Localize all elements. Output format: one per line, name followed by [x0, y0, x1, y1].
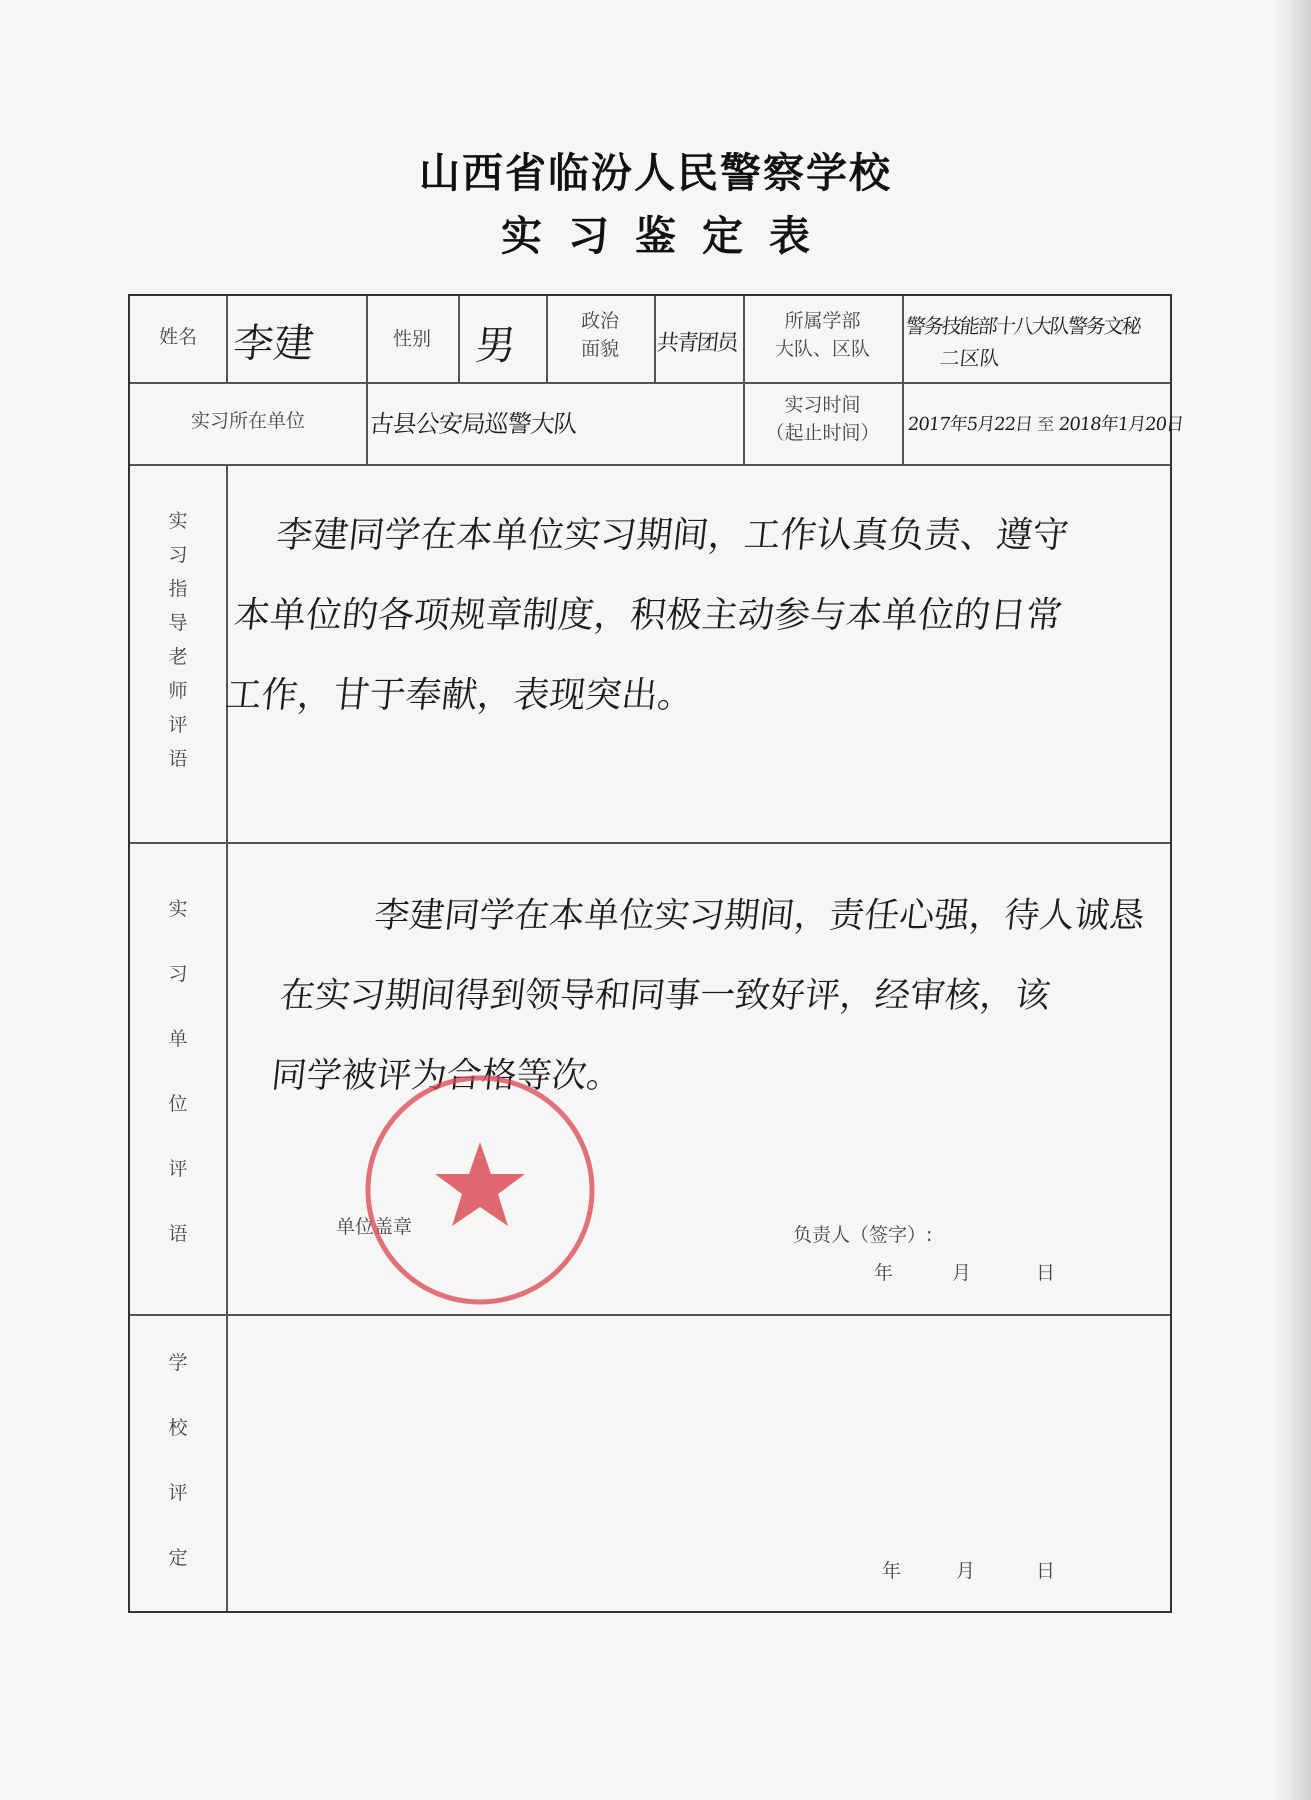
page-edge-shadow — [1275, 0, 1311, 1800]
political-label-line1: 政治 — [580, 310, 619, 332]
unit-date-year: 年 — [874, 1262, 894, 1284]
col-divider — [226, 296, 228, 382]
dept-label-line2: 大队、区队 — [774, 337, 870, 360]
col-divider — [458, 296, 460, 382]
row-divider — [130, 1314, 1170, 1316]
unit-label: 实习所在单位 — [190, 410, 305, 432]
dept-label-line1: 所属学部 — [784, 310, 861, 332]
teacher-comment-line3: 工作，甘于奉献，表现突出。 — [223, 675, 696, 716]
unit-label-char: 实 — [168, 898, 188, 920]
form-title: 实习鉴定表 — [501, 212, 836, 260]
row-divider — [130, 464, 1170, 466]
signer-label: 负责人（签字）: — [793, 1224, 933, 1246]
col-divider — [902, 296, 904, 464]
row-divider — [130, 382, 1170, 384]
unit-comment-line1: 李建同学在本单位实习期间，责任心强，待人诚恳 — [372, 896, 1147, 936]
political-label — [546, 308, 654, 363]
name-value: 李建 — [231, 321, 317, 367]
unit-comment-line3: 同学被评为合格等次。 — [269, 1056, 624, 1096]
unit-date-month: 月 — [952, 1262, 972, 1284]
teacher-label-char: 老 — [168, 646, 188, 668]
row-divider — [130, 842, 1170, 844]
dept-label — [743, 308, 902, 363]
gender-label: 性别 — [392, 328, 431, 350]
teacher-comment-label — [163, 506, 193, 778]
teacher-comment-line1: 李建同学在本单位实习期间，工作认真负责、遵守 — [274, 515, 1071, 556]
teacher-label-char: 习 — [168, 544, 188, 566]
unit-label-char: 语 — [168, 1223, 188, 1245]
school-date-day: 日 — [1036, 1560, 1056, 1582]
seal-label: 单位盖章 — [336, 1216, 413, 1238]
unit-label-char: 位 — [168, 1093, 188, 1115]
time-range — [908, 410, 1184, 436]
time-end: 2018年1月20日 — [1058, 414, 1185, 435]
appraisal-table — [128, 294, 1185, 1613]
gender-value: 男 — [473, 323, 519, 369]
unit-comment-label — [163, 894, 193, 1284]
col-divider — [226, 464, 228, 1611]
school-date-year: 年 — [882, 1560, 902, 1582]
teacher-comment-line2: 本单位的各项规章制度，积极主动参与本单位的日常 — [231, 595, 1065, 636]
unit-label-char: 习 — [168, 963, 188, 985]
teacher-label-char: 评 — [168, 714, 188, 736]
official-seal-stamp — [360, 1070, 600, 1310]
time-label — [743, 392, 902, 447]
unit-label-char: 单 — [168, 1028, 188, 1050]
col-divider — [366, 382, 368, 464]
time-label-line2: （起止时间） — [765, 421, 880, 444]
time-separator: 至 — [1037, 415, 1055, 435]
seal-star-icon — [435, 1142, 525, 1226]
unit-label-char: 评 — [168, 1158, 188, 1180]
teacher-label-char: 导 — [168, 612, 188, 634]
time-start: 2017年5月22日 — [906, 414, 1034, 435]
col-divider — [654, 296, 656, 382]
teacher-label-char: 语 — [168, 748, 188, 770]
time-label-line1: 实习时间 — [784, 394, 861, 416]
unit-value: 古县公安局巡警大队 — [368, 410, 579, 438]
unit-comment-line2: 在实习期间得到领导和同事一致好评，经审核，该 — [277, 976, 1053, 1016]
school-name: 山西省临汾人民警察学校 — [419, 149, 892, 197]
dept-value-line1: 警务技能部十八大队警务文秘 — [904, 314, 1142, 338]
political-value: 共青团员 — [655, 331, 739, 356]
school-label-char: 校 — [168, 1417, 188, 1439]
dept-value-line2: 二区队 — [938, 346, 1002, 370]
school-label-char: 定 — [168, 1547, 188, 1569]
teacher-label-char: 指 — [168, 578, 188, 600]
school-label-char: 学 — [168, 1352, 188, 1374]
school-assessment-label — [163, 1348, 193, 1608]
school-label-char: 评 — [168, 1482, 188, 1504]
name-label: 姓名 — [158, 326, 197, 348]
teacher-label-char: 实 — [168, 510, 188, 532]
teacher-label-char: 师 — [168, 680, 188, 702]
teacher-comment — [221, 496, 1166, 736]
unit-date-day: 日 — [1036, 1262, 1056, 1284]
school-date-month: 月 — [956, 1560, 976, 1582]
political-label-line2: 面貌 — [580, 337, 619, 360]
